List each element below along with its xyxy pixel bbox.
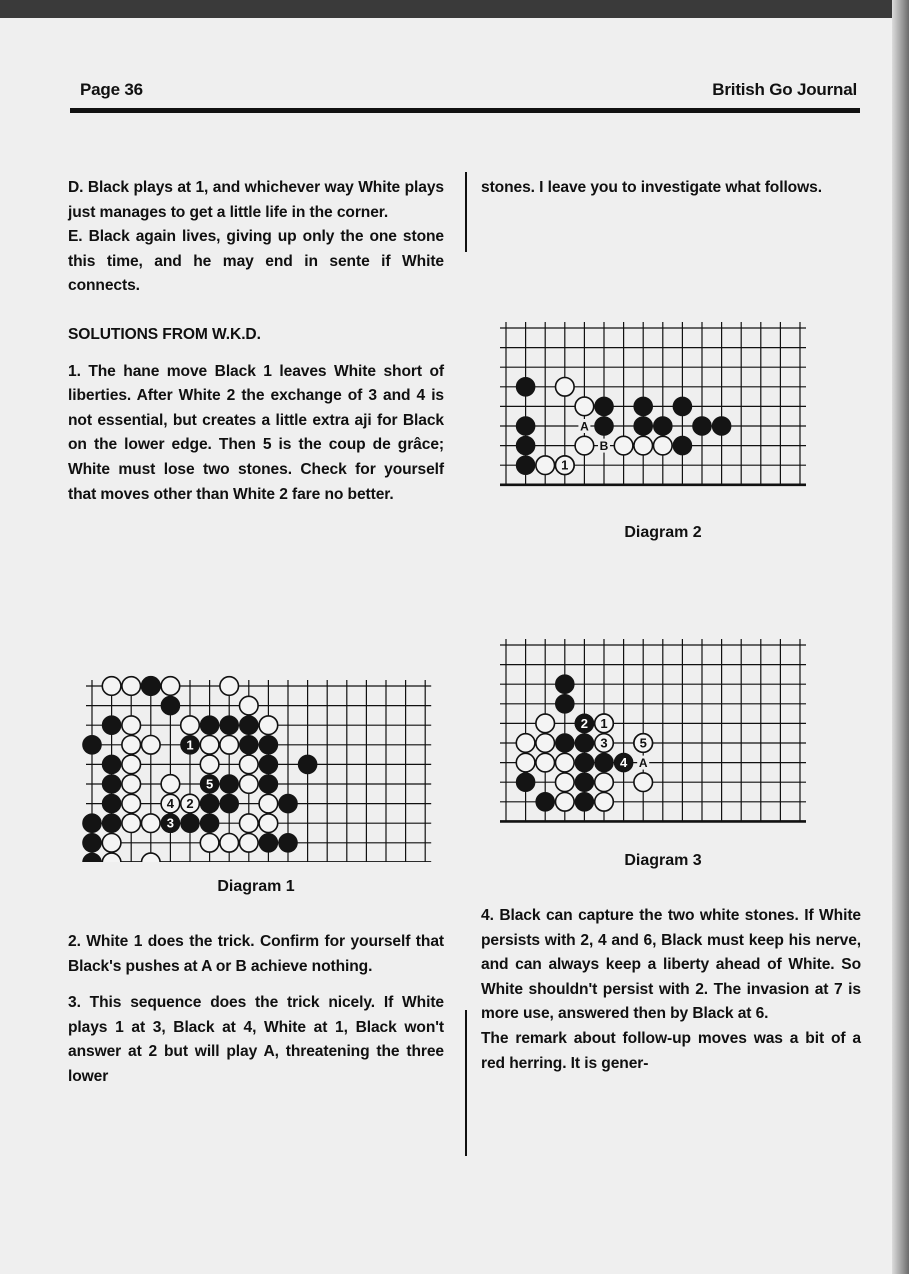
- white-stone: [556, 793, 575, 812]
- white-stone: [595, 773, 614, 792]
- page-number: Page 36: [80, 80, 143, 99]
- white-stone: [536, 734, 555, 753]
- white-stone: [122, 755, 141, 774]
- para-stones: stones. I leave you to investigate what follows.: [481, 179, 822, 196]
- black-stone: [83, 814, 102, 833]
- white-stone: [122, 677, 141, 696]
- white-stone: [575, 397, 594, 416]
- page-edge: [892, 0, 909, 1274]
- white-stone: [161, 677, 180, 696]
- black-stone: [102, 775, 121, 794]
- para-remark: The remark about follow-up moves was a bit of a red herring. It is gener-: [481, 1029, 861, 1072]
- diagram1-caption: Diagram 1: [217, 878, 295, 895]
- move-number: 3: [166, 815, 175, 831]
- white-stone: [122, 736, 141, 755]
- black-stone: [516, 456, 535, 475]
- black-stone: [200, 794, 219, 813]
- white-stone: [122, 794, 141, 813]
- para-1: 1. The hane move Black 1 leaves White short of liberties. After White 2 the exchange of 3 and 4 is not essential, but creates a little extra aji for Black on the lower edge. Then 5 is the coup de grâce; White must lose two stones. Check for yourself that moves other than White 2 fare no better.: [68, 362, 444, 503]
- white-stone: [654, 436, 673, 455]
- black-stone: [712, 417, 731, 436]
- white-stone: [536, 753, 555, 772]
- move-number: 2: [186, 796, 194, 812]
- black-stone: [298, 755, 317, 774]
- black-stone: [220, 794, 239, 813]
- white-stone: [181, 716, 200, 735]
- white-stone: [556, 378, 575, 397]
- black-stone: [556, 695, 575, 714]
- header-rule: [70, 108, 860, 113]
- point-letter: A: [638, 756, 648, 771]
- black-stone: [220, 775, 239, 794]
- white-stone: [142, 814, 161, 833]
- black-stone: [575, 753, 594, 772]
- white-stone: [240, 755, 259, 774]
- go-diagram-2: [498, 308, 828, 508]
- black-stone: [161, 696, 180, 715]
- white-stone: [102, 834, 121, 853]
- white-stone: [634, 436, 653, 455]
- black-stone: [575, 734, 594, 753]
- black-stone: [240, 736, 259, 755]
- white-stone: [536, 714, 555, 733]
- white-stone: [614, 436, 633, 455]
- black-stone: [259, 736, 278, 755]
- move-number: 5: [205, 776, 214, 792]
- black-stone: [575, 773, 594, 792]
- black-stone: [102, 755, 121, 774]
- white-stone: [595, 793, 614, 812]
- white-stone: [122, 716, 141, 735]
- left-column-bottom: [68, 930, 444, 1090]
- point-letter: B: [599, 439, 609, 454]
- left-column-top: [68, 176, 444, 507]
- black-stone: [673, 436, 692, 455]
- black-stone: [83, 853, 102, 862]
- white-stone: [161, 775, 180, 794]
- black-stone: [556, 734, 575, 753]
- white-stone: [240, 696, 259, 715]
- diagram2-caption: Diagram 2: [624, 524, 702, 541]
- white-stone: [536, 456, 555, 475]
- para-4: 4. Black can capture the two white stones. If White persists with 2, 4 and 6, Black must keep his nerve, and can always keep a liberty ahead of White. So White shouldn't persist with 2. The invasion at 7 is more use, answered then by Black at 6.: [481, 907, 861, 1023]
- point-letter: A: [580, 419, 589, 434]
- white-stone: [220, 736, 239, 755]
- black-stone: [220, 716, 239, 735]
- move-number: 5: [639, 735, 647, 751]
- black-stone: [102, 716, 121, 735]
- para-2: 2. White 1 does the trick. Confirm for yourself that Black's pushes at A or B achieve nothing.: [68, 933, 444, 975]
- solutions-heading: SOLUTIONS FROM W.K.D.: [68, 325, 261, 343]
- black-stone: [693, 417, 712, 436]
- diagram3-caption: Diagram 3: [624, 852, 702, 869]
- black-stone: [200, 716, 219, 735]
- black-stone: [279, 794, 298, 813]
- black-stone: [516, 773, 535, 792]
- black-stone: [259, 775, 278, 794]
- black-stone: [595, 417, 614, 436]
- black-stone: [200, 814, 219, 833]
- white-stone: [102, 853, 121, 862]
- black-stone: [516, 417, 535, 436]
- para-d: D. Black plays at 1, and whichever way White plays just manages to get a little life in the corner.: [68, 179, 444, 221]
- black-stone: [83, 834, 102, 853]
- black-stone: [536, 793, 555, 812]
- white-stone: [142, 736, 161, 755]
- black-stone: [259, 834, 278, 853]
- black-stone: [240, 716, 259, 735]
- white-stone: [220, 677, 239, 696]
- black-stone: [516, 378, 535, 397]
- column-divider-top: [465, 172, 467, 252]
- black-stone: [556, 675, 575, 694]
- black-stone: [102, 814, 121, 833]
- white-stone: [102, 677, 121, 696]
- black-stone: [575, 793, 594, 812]
- move-number: 1: [561, 457, 569, 473]
- white-stone: [259, 794, 278, 813]
- para-3: 3. This sequence does the trick nicely. If White plays 1 at 3, Black at 4, White at 1, Black won't answer at 2 but will play A, threatening the three lower: [68, 994, 444, 1085]
- white-stone: [200, 755, 219, 774]
- black-stone: [654, 417, 673, 436]
- move-number: 4: [619, 755, 628, 771]
- white-stone: [240, 834, 259, 853]
- para-e: E. Black again lives, giving up only the one stone this time, and he may end in sente if White connects.: [68, 228, 444, 295]
- white-stone: [122, 814, 141, 833]
- black-stone: [595, 753, 614, 772]
- white-stone: [240, 814, 259, 833]
- white-stone: [575, 436, 594, 455]
- white-stone: [142, 853, 161, 862]
- white-stone: [240, 775, 259, 794]
- journal-title: British Go Journal: [712, 80, 857, 99]
- white-stone: [220, 834, 239, 853]
- white-stone: [200, 736, 219, 755]
- white-stone: [556, 753, 575, 772]
- black-stone: [673, 397, 692, 416]
- move-number: 4: [166, 796, 175, 812]
- go-diagram-1: [68, 652, 448, 862]
- black-stone: [142, 677, 161, 696]
- white-stone: [516, 753, 535, 772]
- white-stone: [556, 773, 575, 792]
- black-stone: [634, 417, 653, 436]
- black-stone: [83, 736, 102, 755]
- black-stone: [181, 814, 200, 833]
- white-stone: [259, 814, 278, 833]
- white-stone: [634, 773, 653, 792]
- white-stone: [259, 716, 278, 735]
- column-divider-bottom: [465, 1010, 467, 1156]
- black-stone: [634, 397, 653, 416]
- white-stone: [200, 834, 219, 853]
- move-number: 2: [580, 715, 589, 731]
- black-stone: [259, 755, 278, 774]
- go-diagram-3: [498, 625, 828, 845]
- black-stone: [279, 834, 298, 853]
- black-stone: [595, 397, 614, 416]
- right-column-top: [481, 176, 857, 201]
- move-number: 1: [186, 737, 194, 753]
- white-stone: [516, 734, 535, 753]
- black-stone: [102, 794, 121, 813]
- move-number: 3: [600, 735, 608, 751]
- black-stone: [516, 436, 535, 455]
- right-column-bottom: [481, 904, 861, 1076]
- white-stone: [122, 775, 141, 794]
- move-number: 1: [600, 715, 608, 731]
